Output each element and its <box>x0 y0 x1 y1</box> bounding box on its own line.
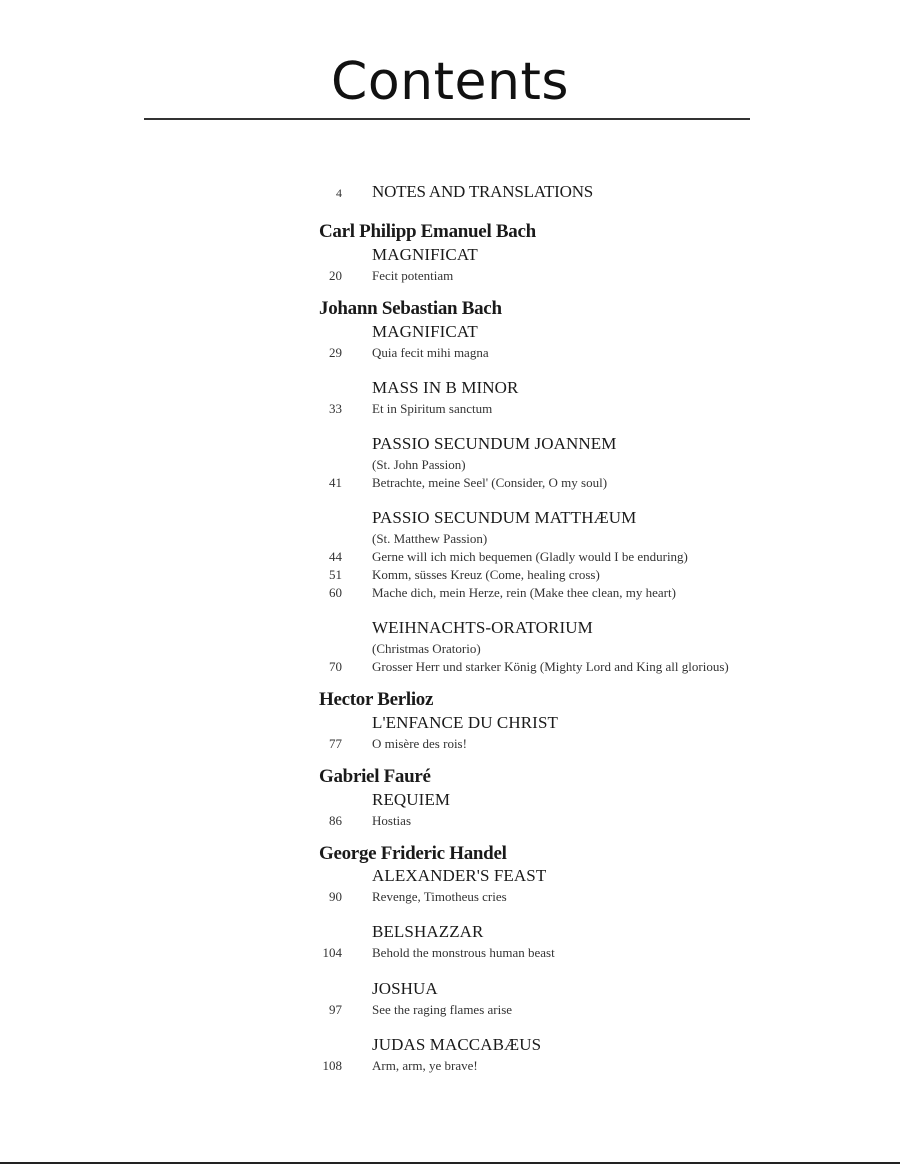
item-title: Grosser Herr und starker König (Mighty Lord and King all glorious) <box>372 659 729 674</box>
item-page-number: 70 <box>329 659 342 674</box>
work-title: MAGNIFICAT <box>372 322 478 341</box>
item-page-number: 33 <box>329 401 342 416</box>
work-subtitle: (St. John Passion) <box>372 457 466 472</box>
item-page-number: 97 <box>329 1002 342 1017</box>
item-title: Behold the monstrous human beast <box>372 945 555 960</box>
item-page-number: 104 <box>322 945 342 960</box>
item-title: O misère des rois! <box>372 736 467 751</box>
item-title: Arm, arm, ye brave! <box>372 1058 478 1073</box>
work-title: JOSHUA <box>372 979 438 998</box>
item-page-number: 90 <box>329 889 342 904</box>
work-title: WEIHNACHTS-ORATORIUM <box>372 618 593 637</box>
work-title: MASS IN B MINOR <box>372 378 519 397</box>
work-title: BELSHAZZAR <box>372 922 484 941</box>
work-title: MAGNIFICAT <box>372 245 478 264</box>
item-page-number: 41 <box>329 475 342 490</box>
item-page-number: 77 <box>329 736 342 751</box>
work-title: JUDAS MACCABÆUS <box>372 1035 542 1054</box>
work-title: PASSIO SECUNDUM JOANNEM <box>372 434 617 453</box>
composer-name: George Frideric Handel <box>319 843 507 864</box>
work-title: REQUIEM <box>372 790 451 809</box>
item-page-number: 20 <box>329 268 342 283</box>
item-page-number: 51 <box>329 567 342 582</box>
work-subtitle: (St. Matthew Passion) <box>372 531 488 546</box>
item-title: Betrachte, meine Seel' (Consider, O my soul) <box>372 475 608 490</box>
item-page-number: 44 <box>329 549 342 564</box>
item-title: Komm, süsses Kreuz (Come, healing cross) <box>372 567 600 582</box>
intro-page-number: 4 <box>336 186 342 200</box>
item-page-number: 86 <box>329 813 342 828</box>
item-title: Fecit potentiam <box>372 268 454 283</box>
item-title: Revenge, Timotheus cries <box>372 889 507 904</box>
work-title: L'ENFANCE DU CHRIST <box>372 713 558 732</box>
item-title: Hostias <box>372 813 411 828</box>
item-title: Mache dich, mein Herze, rein (Make thee clean, my heart) <box>372 585 676 600</box>
composer-name: Johann Sebastian Bach <box>319 298 502 319</box>
page-title: Contents <box>331 52 569 112</box>
composer-name: Hector Berlioz <box>319 689 434 710</box>
intro-label: NOTES AND TRANSLATIONS <box>372 182 594 201</box>
item-title: Gerne will ich mich bequemen (Gladly would I be enduring) <box>372 549 688 564</box>
composer-name: Gabriel Fauré <box>319 766 431 787</box>
item-page-number: 29 <box>329 345 342 360</box>
composer-name: Carl Philipp Emanuel Bach <box>319 221 536 242</box>
item-page-number: 60 <box>329 585 342 600</box>
item-title: See the raging flames arise <box>372 1002 513 1017</box>
item-page-number: 108 <box>322 1058 342 1073</box>
title-divider <box>144 118 750 120</box>
work-title: PASSIO SECUNDUM MATTHÆUM <box>372 508 637 527</box>
work-subtitle: (Christmas Oratorio) <box>372 641 481 656</box>
item-title: Quia fecit mihi magna <box>372 345 489 360</box>
work-title: ALEXANDER'S FEAST <box>372 866 547 885</box>
item-title: Et in Spiritum sanctum <box>372 401 493 416</box>
